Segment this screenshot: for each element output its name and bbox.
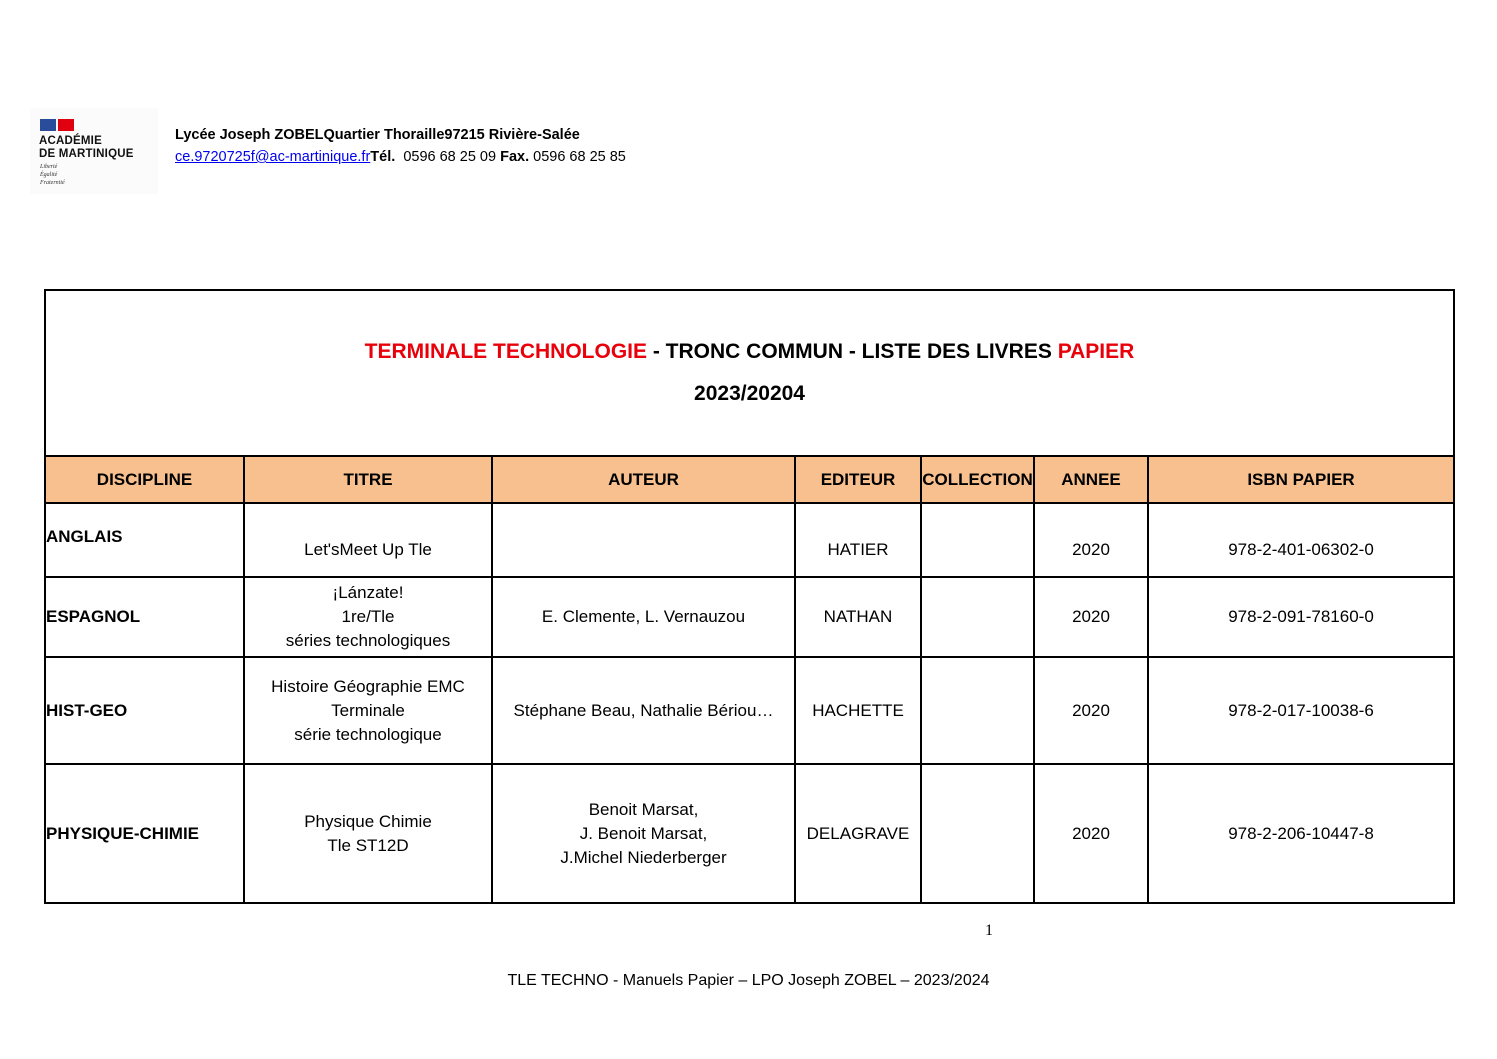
cell-titre <box>244 657 492 764</box>
auteur-line: J. Benoit Marsat, <box>579 823 708 843</box>
column-header-titre: TITRE <box>244 456 492 503</box>
table-row <box>45 577 1454 657</box>
document-title <box>45 290 1454 456</box>
titre-line: série technologique <box>294 724 442 744</box>
cell-discipline: ESPAGNOL <box>45 577 244 657</box>
motto-2: Égalité <box>40 172 58 178</box>
cell-discipline: HIST-GEO <box>45 657 244 764</box>
fax-label: Fax. <box>500 149 530 165</box>
fax-value: 0596 68 25 85 <box>533 149 626 165</box>
column-header-auteur: AUTEUR <box>492 456 795 503</box>
titre-line <box>245 514 491 538</box>
cell-discipline: ANGLAIS <box>45 503 244 577</box>
cell-annee: 2020 <box>1034 657 1148 764</box>
titre-line: séries technologiques <box>285 631 451 650</box>
titre-line: Physique Chimie <box>304 811 432 831</box>
cell-collection <box>921 657 1034 764</box>
cell-editeur: NATHAN <box>795 577 921 657</box>
cell-collection <box>921 764 1034 903</box>
page-number: 1 <box>985 922 993 939</box>
cell-auteur <box>492 657 795 764</box>
cell-auteur <box>492 503 795 577</box>
title-part2: - TRONC COMMUN - LISTE DES LIVRES <box>647 340 1058 363</box>
cell-isbn: 978-2-401-06302-0 <box>1148 503 1454 577</box>
auteur-line: Benoit Marsat, <box>588 799 699 819</box>
column-header-annee: ANNEE <box>1034 456 1148 503</box>
book-list-table <box>44 289 1455 904</box>
titre-line: Tle ST12D <box>327 835 409 855</box>
auteur-line: Stéphane Beau, Nathalie Bériou… <box>513 700 774 720</box>
cell-annee: 2020 <box>1034 764 1148 903</box>
cell-titre <box>244 503 492 577</box>
school-year: 2023/20204 <box>694 382 805 405</box>
title-part3: PAPIER <box>1057 340 1135 363</box>
email-link[interactable]: ce.9720725f@ac-martinique.fr <box>175 149 371 165</box>
cell-discipline: PHYSIQUE-CHIMIE <box>45 764 244 903</box>
cell-isbn: 978-2-091-78160-0 <box>1148 577 1454 657</box>
title-part1: TERMINALE TECHNOLOGIE <box>364 340 648 363</box>
auteur-line: J.Michel Niederberger <box>560 847 727 867</box>
column-header-discipline: DISCIPLINE <box>45 456 244 503</box>
logo-line1: ACADÉMIE <box>39 135 102 147</box>
tel-value: 0596 68 25 09 <box>403 149 497 165</box>
column-header-collection: COLLECTION <box>921 456 1034 503</box>
school-header <box>175 124 626 168</box>
titre-line: 1re/Tle <box>341 607 395 626</box>
cell-annee: 2020 <box>1034 577 1148 657</box>
marianne-flag-icon <box>40 119 74 131</box>
cell-isbn: 978-2-017-10038-6 <box>1148 657 1454 764</box>
school-address: Lycée Joseph ZOBELQuartier Thoraille97215 Rivière-Salée <box>175 127 580 143</box>
cell-collection <box>921 503 1034 577</box>
table-row <box>45 503 1454 577</box>
cell-collection <box>921 577 1034 657</box>
logo-line2: DE MARTINIQUE <box>39 148 134 160</box>
cell-auteur <box>492 577 795 657</box>
tel-label: Tél. <box>370 149 396 165</box>
cell-editeur: DELAGRAVE <box>795 764 921 903</box>
motto-1: Liberté <box>40 164 58 170</box>
cell-annee: 2020 <box>1034 503 1148 577</box>
titre-line: Terminale <box>331 700 405 720</box>
table-row <box>45 764 1454 903</box>
titre-line: Let'sMeet Up Tle <box>304 540 432 559</box>
column-header-isbn-papier: ISBN PAPIER <box>1148 456 1454 503</box>
titre-line: Histoire Géographie EMC <box>271 676 465 696</box>
titre-line: ¡Lánzate! <box>332 583 404 602</box>
cell-titre <box>244 764 492 903</box>
cell-editeur: HACHETTE <box>795 657 921 764</box>
auteur-line: E. Clemente, L. Vernauzou <box>541 607 746 626</box>
cell-titre <box>244 577 492 657</box>
logo-motto <box>40 163 65 187</box>
column-header-editeur: EDITEUR <box>795 456 921 503</box>
table-row <box>45 657 1454 764</box>
cell-auteur <box>492 764 795 903</box>
auteur-line <box>493 538 794 562</box>
table-header-row <box>45 456 1454 503</box>
page-footer: TLE TECHNO - Manuels Papier – LPO Joseph ZOBEL – 2023/2024 <box>507 972 990 989</box>
cell-editeur: HATIER <box>795 503 921 577</box>
academie-logo <box>30 108 158 194</box>
cell-isbn: 978-2-206-10447-8 <box>1148 764 1454 903</box>
motto-3: Fraternité <box>40 180 65 186</box>
